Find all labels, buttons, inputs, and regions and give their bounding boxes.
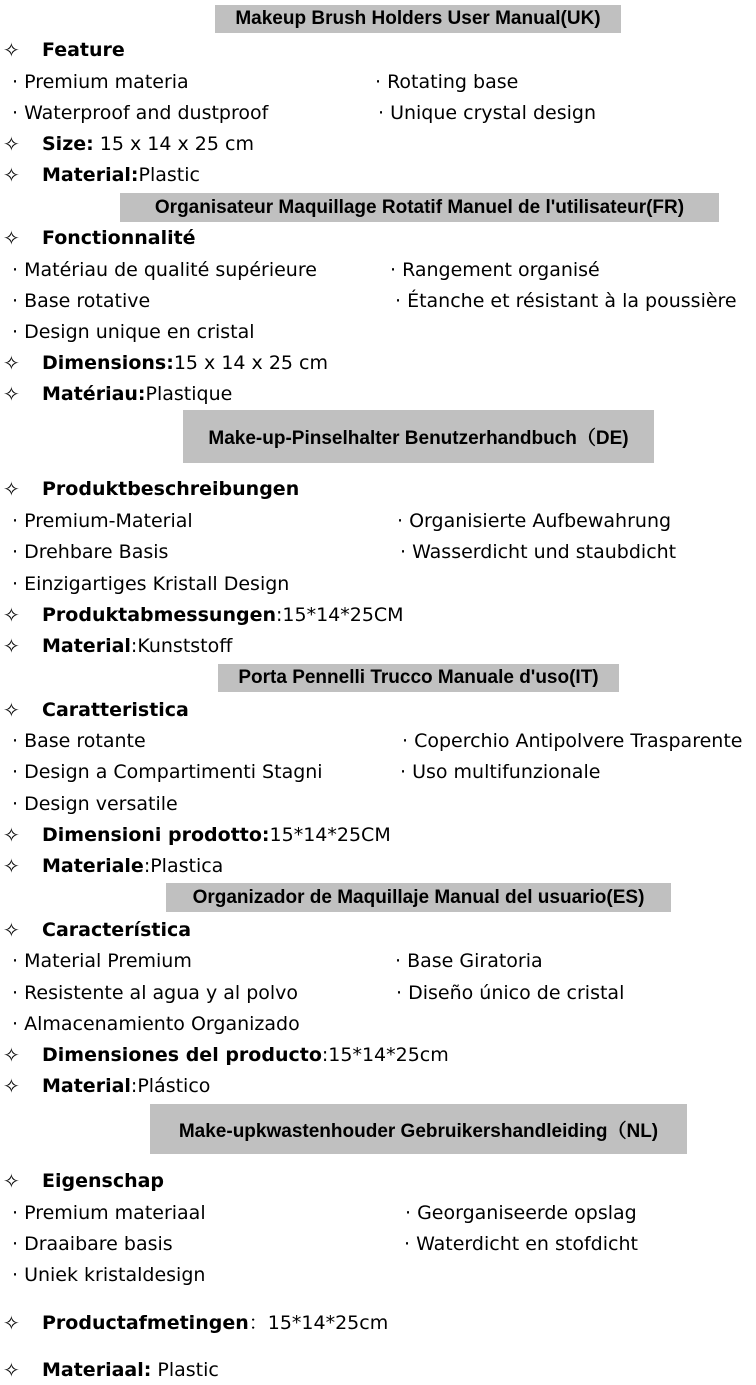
feature-item: · Einzigartiges Kristall Design bbox=[12, 573, 290, 595]
feature-heading-de: Produktbeschreibungen bbox=[42, 478, 300, 500]
feature-item: · Wasserdicht und staubdicht bbox=[400, 541, 677, 563]
feature-item: · Material Premium bbox=[12, 950, 192, 972]
material-line-de: Material:Kunststoff bbox=[42, 635, 233, 657]
feature-item: · Almacenamiento Organizado bbox=[12, 1013, 300, 1035]
material-line-nl: Materiaal: Plastic bbox=[42, 1359, 219, 1381]
four-pointed-star-icon: ✧ bbox=[3, 918, 20, 942]
four-pointed-star-icon: ✧ bbox=[3, 1311, 20, 1335]
four-pointed-star-icon: ✧ bbox=[3, 477, 20, 501]
feature-item: · Drehbare Basis bbox=[12, 541, 169, 563]
material-line-fr: Matériau:Plastique bbox=[42, 383, 233, 405]
feature-item: · Base Giratoria bbox=[395, 950, 543, 972]
feature-item: · Diseño único de cristal bbox=[396, 982, 625, 1004]
four-pointed-star-icon: ✧ bbox=[3, 226, 20, 250]
size-line-nl: Productafmetingen：15*14*25cm bbox=[42, 1312, 389, 1334]
feature-item: · Uniek kristaldesign bbox=[12, 1264, 206, 1286]
feature-item: · Unique crystal design bbox=[378, 102, 596, 124]
feature-item: · Premium-Material bbox=[12, 510, 193, 532]
four-pointed-star-icon: ✧ bbox=[3, 1043, 20, 1067]
size-line-de: Produktabmessungen:15*14*25CM bbox=[42, 604, 404, 626]
section-title-de: Make-up-Pinselhalter Benutzerhandbuch（DE) bbox=[183, 410, 654, 463]
feature-item: · Resistente al agua y al polvo bbox=[12, 982, 299, 1004]
feature-item: · Organisierte Aufbewahrung bbox=[397, 510, 672, 532]
feature-item: · Base rotante bbox=[12, 730, 146, 752]
section-title-uk: Makeup Brush Holders User Manual(UK) bbox=[215, 5, 621, 33]
section-title-es: Organizador de Maquillaje Manual del usuario(ES) bbox=[166, 883, 671, 912]
feature-item: · Matériau de qualité supérieure bbox=[12, 259, 317, 281]
four-pointed-star-icon: ✧ bbox=[3, 1169, 20, 1193]
feature-item: · Draaibare basis bbox=[12, 1233, 173, 1255]
four-pointed-star-icon: ✧ bbox=[3, 603, 20, 627]
feature-item: · Waterdicht en stofdicht bbox=[404, 1233, 638, 1255]
size-line-uk: Size: 15 x 14 x 25 cm bbox=[42, 133, 254, 155]
feature-item: · Uso multifunzionale bbox=[400, 761, 601, 783]
feature-item: · Rangement organisé bbox=[390, 259, 600, 281]
feature-item: · Design unique en cristal bbox=[12, 321, 255, 343]
feature-item: · Design versatile bbox=[12, 793, 178, 815]
feature-item: · Waterproof and dustproof bbox=[12, 102, 269, 124]
feature-item: · Coperchio Antipolvere Trasparente bbox=[402, 730, 743, 752]
feature-heading-es: Característica bbox=[42, 919, 192, 941]
feature-item: · Base rotative bbox=[12, 290, 151, 312]
four-pointed-star-icon: ✧ bbox=[3, 1074, 20, 1098]
feature-item: · Design a Compartimenti Stagni bbox=[12, 761, 323, 783]
section-title-nl: Make-upkwastenhouder Gebruikershandleiding（NL) bbox=[150, 1104, 687, 1154]
four-pointed-star-icon: ✧ bbox=[3, 698, 20, 722]
feature-item: · Rotating base bbox=[375, 71, 519, 93]
feature-heading-fr: Fonctionnalité bbox=[42, 227, 196, 249]
four-pointed-star-icon: ✧ bbox=[3, 163, 20, 187]
feature-item: · Georganiseerde opslag bbox=[405, 1202, 637, 1224]
feature-item: · Premium materiaal bbox=[12, 1202, 206, 1224]
material-line-it: Materiale:Plastica bbox=[42, 855, 224, 877]
section-title-fr: Organisateur Maquillage Rotatif Manuel de l'utilisateur(FR) bbox=[120, 193, 719, 222]
four-pointed-star-icon: ✧ bbox=[3, 1358, 20, 1382]
material-line-uk: Material:Plastic bbox=[42, 164, 200, 186]
four-pointed-star-icon: ✧ bbox=[3, 382, 20, 406]
size-line-fr: Dimensions:15 x 14 x 25 cm bbox=[42, 352, 328, 374]
section-title-it: Porta Pennelli Trucco Manuale d'uso(IT) bbox=[218, 664, 619, 692]
feature-item: · Premium materia bbox=[12, 71, 189, 93]
four-pointed-star-icon: ✧ bbox=[3, 854, 20, 878]
feature-item: · Étanche et résistant à la poussière bbox=[395, 290, 737, 312]
size-line-it: Dimensioni prodotto:15*14*25CM bbox=[42, 824, 391, 846]
material-line-es: Material:Plástico bbox=[42, 1075, 211, 1097]
four-pointed-star-icon: ✧ bbox=[3, 351, 20, 375]
four-pointed-star-icon: ✧ bbox=[3, 132, 20, 156]
feature-heading-nl: Eigenschap bbox=[42, 1170, 165, 1192]
four-pointed-star-icon: ✧ bbox=[3, 38, 20, 62]
size-line-es: Dimensiones del producto:15*14*25cm bbox=[42, 1044, 449, 1066]
feature-heading-it: Caratteristica bbox=[42, 699, 189, 721]
feature-heading-uk: Feature bbox=[42, 39, 125, 61]
four-pointed-star-icon: ✧ bbox=[3, 823, 20, 847]
four-pointed-star-icon: ✧ bbox=[3, 634, 20, 658]
